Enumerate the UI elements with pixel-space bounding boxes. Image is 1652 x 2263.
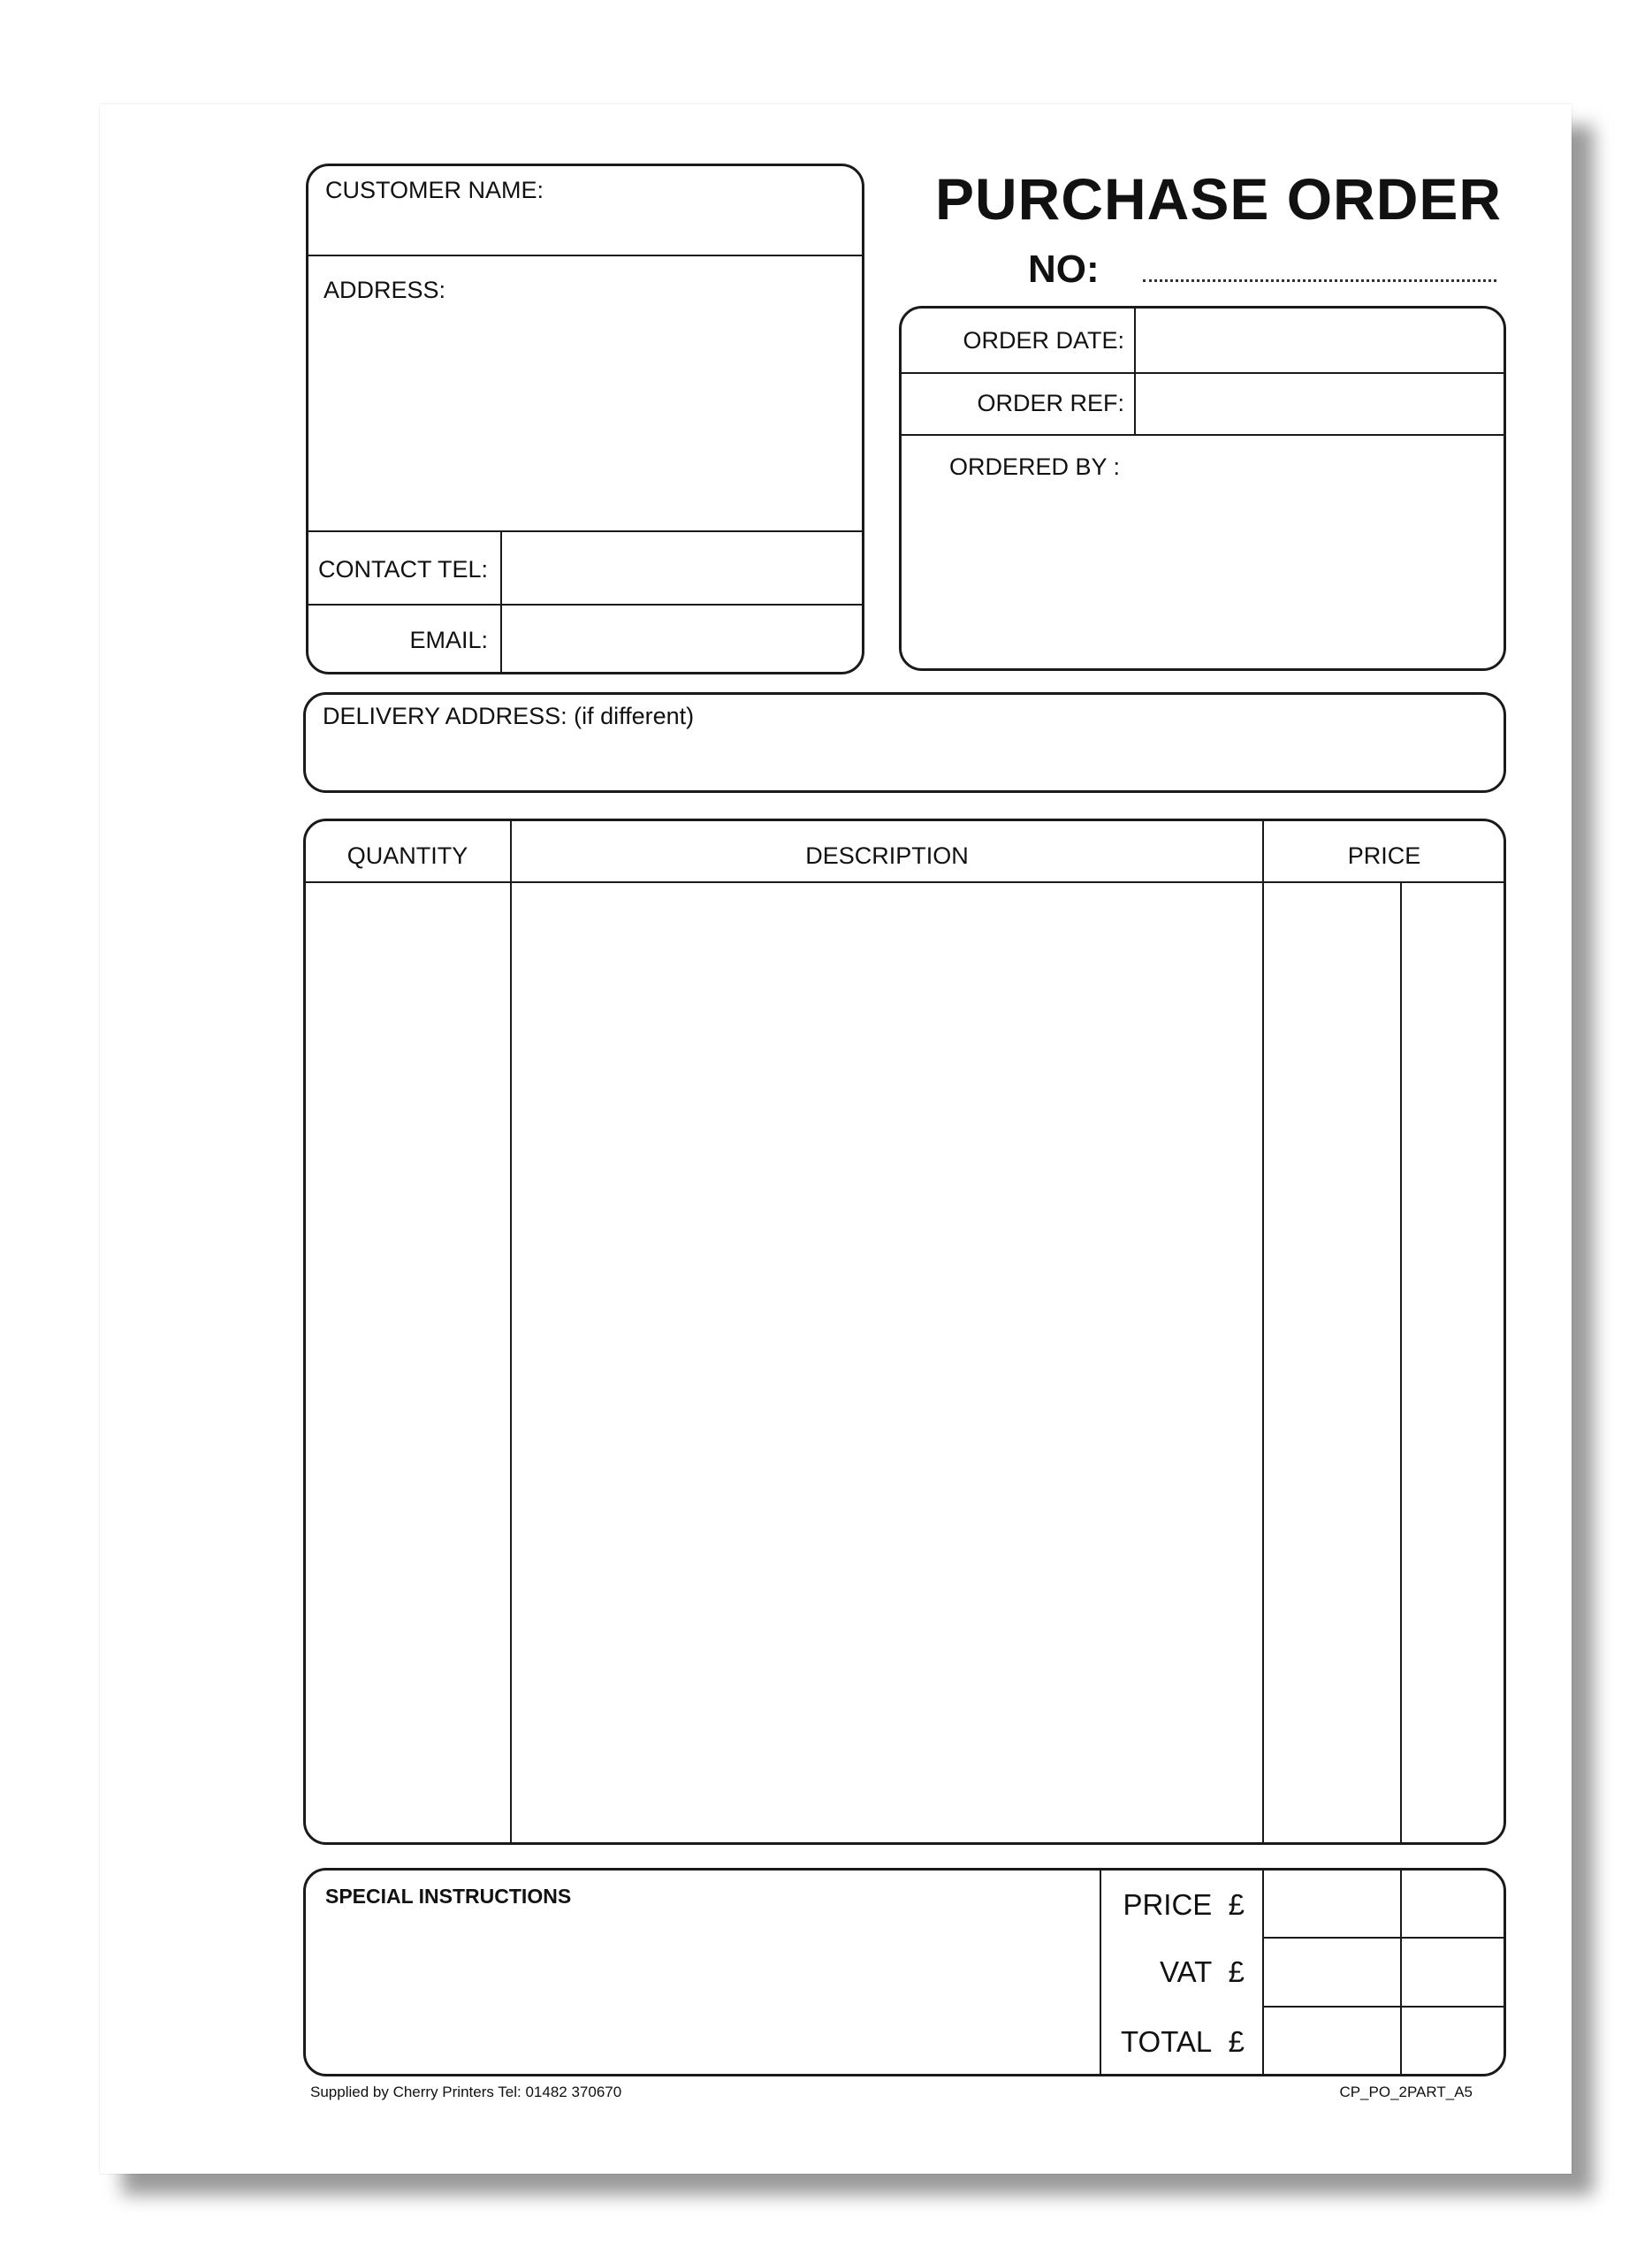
column-header-price: PRICE bbox=[1347, 842, 1421, 869]
description-column-divider bbox=[1262, 820, 1264, 1843]
address-field[interactable] bbox=[309, 309, 861, 527]
price-pence-field[interactable] bbox=[1404, 1872, 1503, 1935]
special-instructions-field[interactable] bbox=[309, 1914, 1094, 2069]
form-title: PURCHASE ORDER bbox=[935, 166, 1503, 232]
delivery-address-label: DELIVERY ADDRESS: (if different) bbox=[323, 703, 695, 729]
vat-pounds-field[interactable] bbox=[1266, 1940, 1398, 2004]
order-date-field[interactable] bbox=[1138, 309, 1503, 370]
column-header-description: DESCRIPTION bbox=[805, 842, 969, 869]
form-code: CP_PO_2PART_A5 bbox=[1339, 2084, 1473, 2100]
price-column-area[interactable] bbox=[1266, 884, 1503, 1841]
order-number-label: NO: bbox=[1028, 248, 1100, 291]
description-column-area[interactable] bbox=[514, 884, 1260, 1841]
total-pence-field[interactable] bbox=[1404, 2009, 1503, 2073]
ordered-by-field[interactable] bbox=[902, 486, 1503, 663]
customer-name-label: CUSTOMER NAME: bbox=[325, 177, 544, 203]
order-ref-label: ORDER REF: bbox=[977, 390, 1124, 416]
column-header-quantity: QUANTITY bbox=[346, 842, 468, 869]
grand-total-label: TOTAL £ bbox=[1120, 2025, 1245, 2058]
ordered-by-label: ORDERED BY : bbox=[949, 453, 1121, 480]
quantity-column-area[interactable] bbox=[307, 884, 508, 1841]
price-total-label: PRICE £ bbox=[1123, 1888, 1245, 1921]
currency-symbol: £ bbox=[1228, 1955, 1245, 1988]
quantity-column-divider bbox=[510, 820, 512, 1843]
currency-symbol: £ bbox=[1228, 1888, 1245, 1921]
order-date-label: ORDER DATE: bbox=[963, 327, 1124, 354]
order-number-field[interactable] bbox=[1143, 279, 1496, 282]
vat-pence-field[interactable] bbox=[1404, 1940, 1503, 2004]
contact-tel-label: CONTACT TEL: bbox=[317, 556, 488, 583]
address-label: ADDRESS: bbox=[324, 277, 446, 303]
email-field[interactable] bbox=[504, 606, 861, 672]
special-instructions-label: SPECIAL INSTRUCTIONS bbox=[325, 1885, 572, 1908]
order-ref-field[interactable] bbox=[1138, 375, 1503, 432]
price-pounds-field[interactable] bbox=[1266, 1872, 1398, 1935]
delivery-address-field[interactable] bbox=[309, 735, 1500, 787]
total-pounds-field[interactable] bbox=[1266, 2009, 1398, 2073]
vat-total-label: VAT £ bbox=[1160, 1955, 1245, 1988]
supplier-footer: Supplied by Cherry Printers Tel: 01482 370670 bbox=[310, 2084, 622, 2100]
contact-tel-field[interactable] bbox=[504, 533, 861, 602]
currency-symbol: £ bbox=[1228, 2025, 1245, 2058]
customer-name-field[interactable] bbox=[309, 209, 861, 253]
email-label: EMAIL: bbox=[409, 627, 488, 653]
